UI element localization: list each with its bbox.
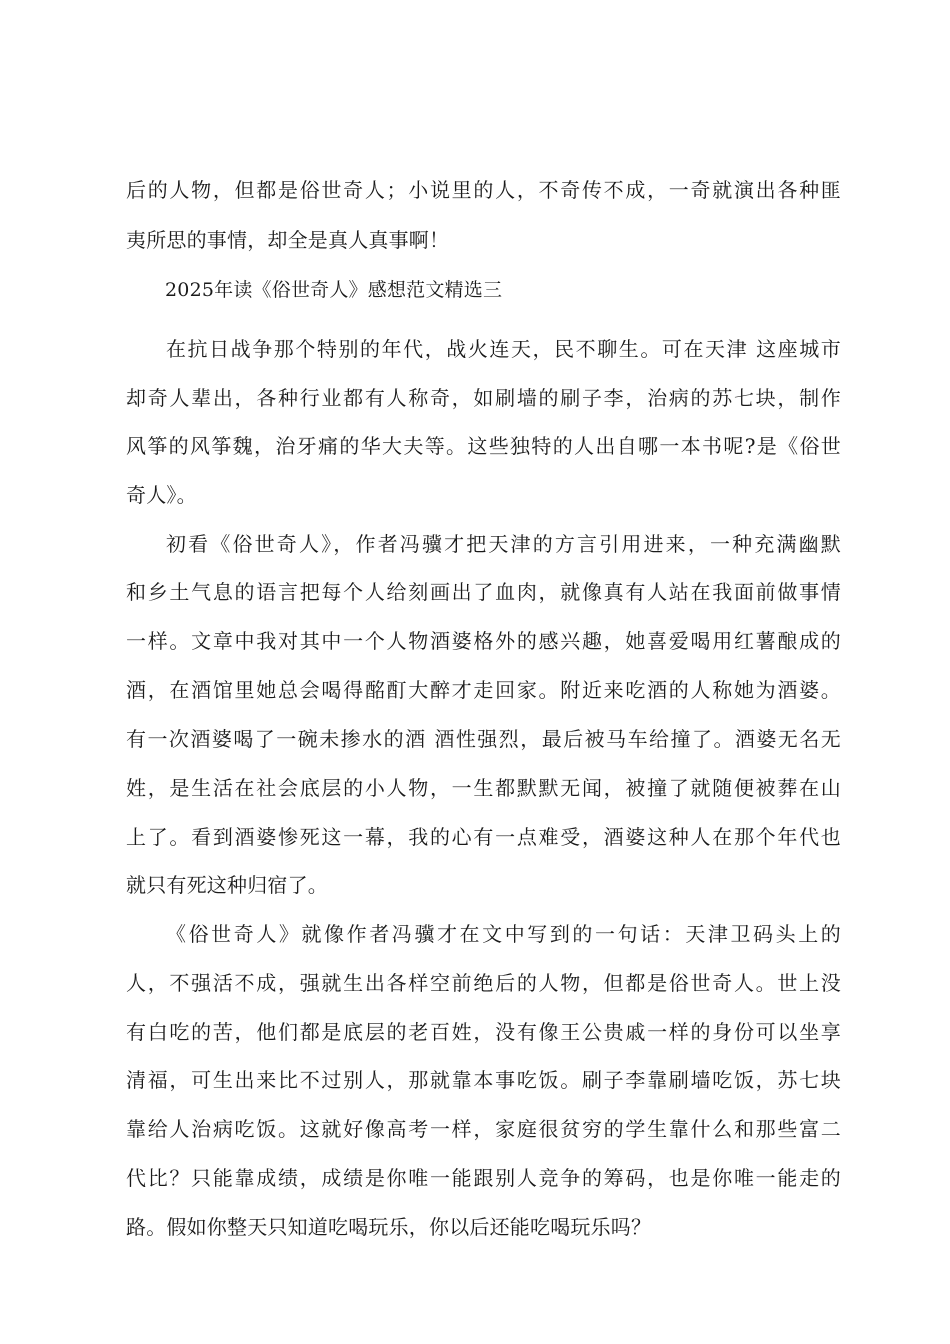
text-line: 就只有死这种归宿了。 [126,873,328,897]
text-line: 姓，是生活在社会底层的小人物，一生都默默无闻，被撞了就随便被葬在山 [126,776,841,800]
text-line: 靠给人治病吃饭。这就好像高考一样，家庭很贫穷的学生靠什么和那些富二 [126,1117,841,1141]
text-line: 有白吃的苦，他们都是底层的老百姓，没有像王公贵戚一样的身份可以坐享 [126,1020,841,1044]
text-line: 和乡土气息的语言把每个人给刻画出了血肉，就像真有人站在我面前做事情 [126,580,841,604]
text-line: 后的人物，但都是俗世奇人；小说里的人，不奇传不成，一奇就演出各种匪 [126,178,841,202]
text-line: 《俗世奇人》就像作者冯骥才在文中写到的一句话：天津卫码头上的 [166,922,841,946]
text-line: 酒，在酒馆里她总会喝得酩酊大醉才走回家。附近来吃酒的人称她为酒婆。 [126,678,841,702]
text-line: 却奇人辈出，各种行业都有人称奇，如刷墙的刷子李，治病的苏七块，制作 [126,386,841,410]
section-heading: 2025年读《俗世奇人》感想范文精选三 [165,279,503,301]
text-line: 夷所思的事情，却全是真人真事啊！ [126,228,450,252]
text-line: 上了。看到酒婆惨死这一幕，我的心有一点难受，酒婆这种人在那个年代也 [126,825,841,849]
text-line: 清福，可生出来比不过别人，那就靠本事吃饭。刷子李靠刷墙吃饭，苏七块 [126,1068,841,1092]
text-line: 奇人》。 [126,483,197,507]
text-line: 在抗日战争那个特别的年代，战火连天，民不聊生。可在天津 这座城市 [166,337,841,361]
text-line: 路。假如你整天只知道吃喝玩乐，你以后还能吃喝玩乐吗？ [126,1215,652,1239]
text-line: 一样。文章中我对其中一个人物酒婆格外的感兴趣，她喜爱喝用红薯酿成的 [126,629,841,653]
text-line: 人，不强活不成，强就生出各样空前绝后的人物，但都是俗世奇人。世上没 [126,971,841,995]
text-line: 有一次酒婆喝了一碗未掺水的酒 酒性强烈，最后被马车给撞了。酒婆无名无 [126,727,841,751]
text-line: 代比？只能靠成绩，成绩是你唯一能跟别人竞争的筹码，也是你唯一能走的 [126,1166,841,1190]
text-line: 风筝的风筝魏，治牙痛的华大夫等。这些独特的人出自哪一本书呢?是《俗世 [126,434,841,458]
text-line: 初看《俗世奇人》，作者冯骥才把天津的方言引用进来，一种充满幽默 [166,532,841,556]
